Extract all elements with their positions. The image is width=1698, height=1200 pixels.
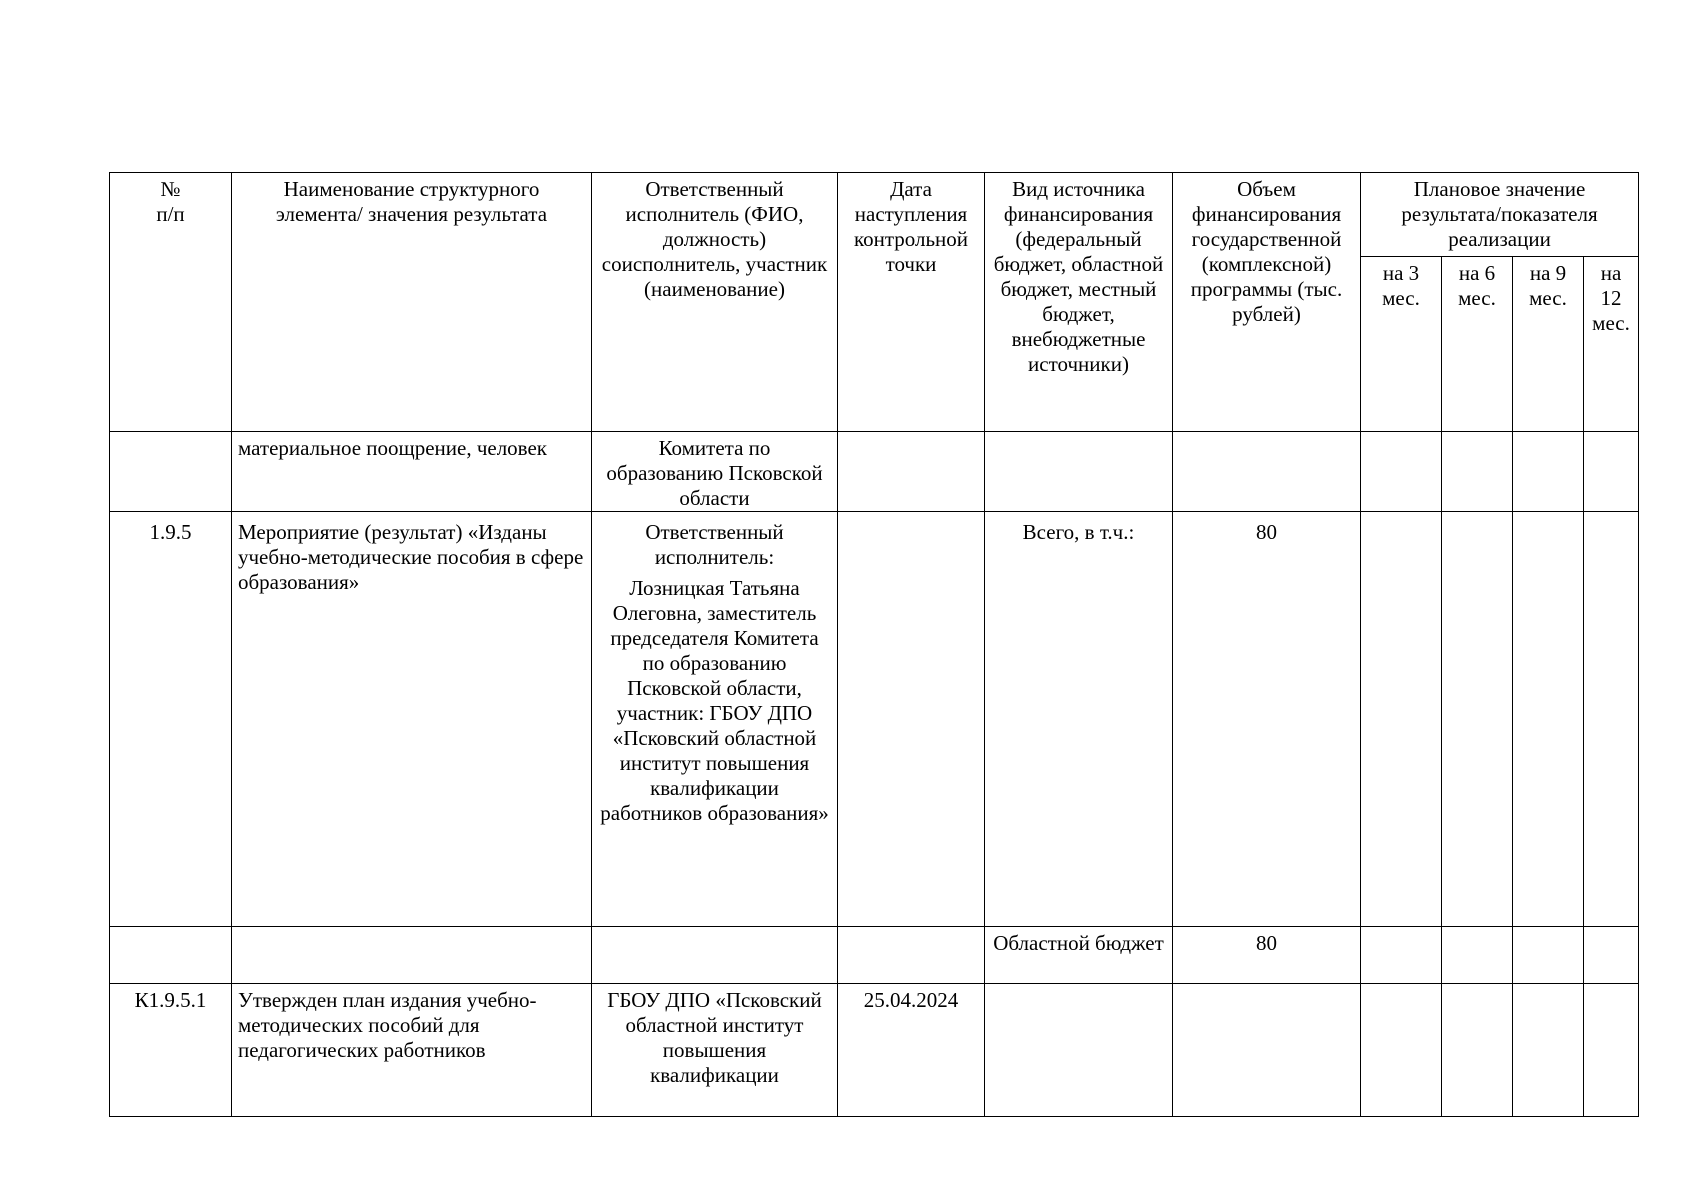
cell-date: [838, 432, 985, 512]
cell-num: [110, 927, 232, 984]
cell-num: К1.9.5.1: [110, 984, 232, 1117]
cell-9-months: [1513, 512, 1584, 927]
cell-responsible: [592, 512, 838, 927]
cell-3-months: [1361, 512, 1442, 927]
cell-9-months: [1513, 984, 1584, 1117]
table-row: [110, 984, 1639, 1117]
header-12-months: на 12 мес.: [1584, 257, 1639, 432]
cell-num: [110, 432, 232, 512]
header-row: [110, 173, 1639, 257]
cell-num: 1.9.5: [110, 512, 232, 927]
cell-name: Утвержден план издания учебно-методических пособий для педагогических работников: [232, 984, 592, 1117]
cell-source: [985, 432, 1173, 512]
responsible-text: Лозницкая Татьяна Олеговна, заместитель председателя Комитета по образованию Псковской области, участник: ГБОУ ДПО «Псковский областной институт повышения квалификации работников образования»: [600, 576, 829, 825]
cell-3-months: [1361, 984, 1442, 1117]
cell-name: Мероприятие (результат) «Изданы учебно-методические пособия в сфере образования»: [232, 512, 592, 927]
cell-date: [838, 512, 985, 927]
cell-12-months: [1584, 984, 1639, 1117]
cell-6-months: [1442, 512, 1513, 927]
cell-responsible: [592, 927, 838, 984]
cell-volume: [1173, 984, 1361, 1117]
cell-date: 25.04.2024: [838, 984, 985, 1117]
cell-source: Всего, в т.ч.:: [985, 512, 1173, 927]
header-volume: Объем финансирования государственной (комплексной) программы (тыс. рублей): [1173, 173, 1361, 432]
cell-3-months: [1361, 432, 1442, 512]
table-row: [110, 512, 1639, 927]
cell-9-months: [1513, 927, 1584, 984]
header-num: № п/п: [110, 173, 232, 432]
plan-table: [109, 172, 1639, 1117]
cell-6-months: [1442, 984, 1513, 1117]
cell-6-months: [1442, 927, 1513, 984]
cell-12-months: [1584, 512, 1639, 927]
responsible-label: Ответственный исполнитель:: [645, 520, 784, 569]
cell-responsible: Комитета по образованию Псковской области: [592, 432, 838, 512]
header-3-months: на 3 мес.: [1361, 257, 1442, 432]
cell-name: материальное поощрение, человек: [232, 432, 592, 512]
cell-12-months: [1584, 432, 1639, 512]
cell-source: [985, 984, 1173, 1117]
cell-date: [838, 927, 985, 984]
cell-3-months: [1361, 927, 1442, 984]
header-9-months: на 9 мес.: [1513, 257, 1584, 432]
header-date: Дата наступления контрольной точки: [838, 173, 985, 432]
cell-volume: [1173, 432, 1361, 512]
cell-volume: 80: [1173, 927, 1361, 984]
cell-6-months: [1442, 432, 1513, 512]
cell-name: [232, 927, 592, 984]
header-responsible: Ответственный исполнитель (ФИО, должность) соисполнитель, участник (наименование): [592, 173, 838, 432]
cell-responsible: ГБОУ ДПО «Псковский областной институт повышения квалификации: [592, 984, 838, 1117]
table-row: [110, 432, 1639, 512]
header-planned: Плановое значение результата/показателя реализации: [1361, 173, 1639, 257]
cell-9-months: [1513, 432, 1584, 512]
cell-12-months: [1584, 927, 1639, 984]
table-row: [110, 927, 1639, 984]
cell-volume: 80: [1173, 512, 1361, 927]
header-6-months: на 6 мес.: [1442, 257, 1513, 432]
header-source: Вид источника финансирования (федеральный бюджет, областной бюджет, местный бюджет, внебюджетные источники): [985, 173, 1173, 432]
header-name: Наименование структурного элемента/ значения результата: [232, 173, 592, 432]
cell-source: Областной бюджет: [985, 927, 1173, 984]
